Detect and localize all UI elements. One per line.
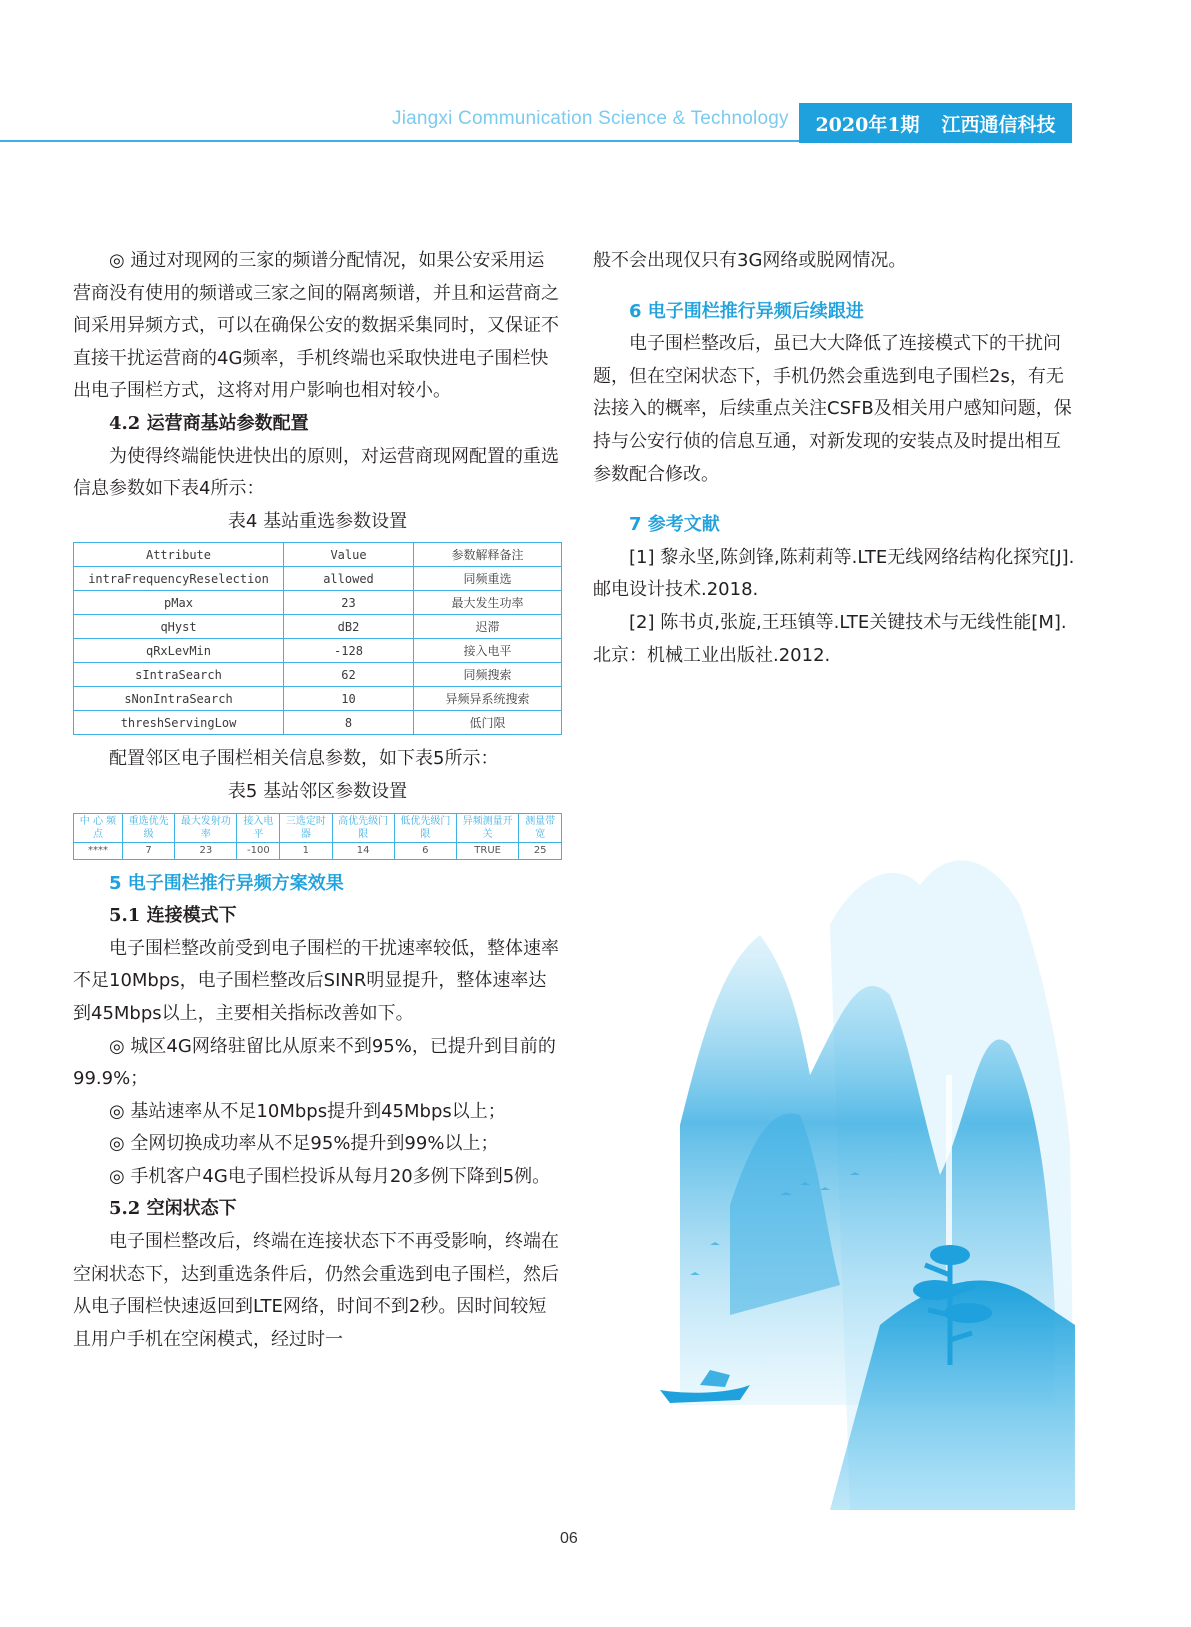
table-header-cell: 高优先级门限	[332, 813, 394, 842]
table-5	[73, 813, 562, 860]
bullet-item: ◎ 基站速率从不足10Mbps提升到45Mbps以上；	[109, 1100, 506, 1122]
table-cell: dB2	[284, 615, 414, 639]
table-row	[74, 639, 562, 663]
landscape-illustration	[650, 845, 1075, 1510]
table5-caption: 表5 基站邻区参数设置	[227, 780, 408, 802]
table-cell: allowed	[284, 567, 414, 591]
table-cell: 7	[122, 842, 174, 859]
table-cell: -128	[284, 639, 414, 663]
header-issue-box	[799, 103, 1072, 143]
issue-label: 2020年1期	[815, 113, 920, 136]
table-row	[74, 687, 562, 711]
table-cell: 23	[284, 591, 414, 615]
table-cell: 接入电平	[414, 639, 562, 663]
journal-chinese-title: 江西通信科技	[941, 113, 1056, 136]
paragraph-spectrum: ◎ 通过对现网的三家的频谱分配情况，如果公安采用运营商没有使用的频谱或三家之间的隔离频谱，并且和运营商之间采用异频方式，可以在确保公安的数据采集同时，又保证不直接干扰运营商的4G频率，手机终端也采取快进电子围栏快出电子围栏方式，这将对用户影响也相对较小。	[73, 250, 559, 402]
table-cell: 迟滞	[414, 615, 562, 639]
table-cell: 14	[332, 842, 394, 859]
table-row	[74, 615, 562, 639]
table-header-cell: 接入电平	[237, 813, 280, 842]
table-cell: 8	[284, 711, 414, 735]
table-cell: ****	[74, 842, 123, 859]
page-number: 06	[560, 1530, 578, 1547]
table-header-cell: 测量带宽	[519, 813, 562, 842]
table-header-row	[74, 813, 562, 842]
table-header-cell: 低优先级门限	[394, 813, 456, 842]
table-header-cell: Value	[284, 543, 414, 567]
table-cell: threshServingLow	[74, 711, 284, 735]
journal-english-title: Jiangxi Communication Science & Technology	[392, 108, 789, 129]
table-cell: 1	[280, 842, 332, 859]
heading-6: 6 电子围栏推行异频后续跟进	[629, 300, 864, 322]
heading-5-2: 5.2 空闲状态下	[109, 1198, 237, 1220]
table-cell: sIntraSearch	[74, 663, 284, 687]
paragraph-followup: 电子围栏整改后，虽已大大降低了连接模式下的干扰问题，但在空闲状态下，手机仍然会重选到电子围栏2s，有无法接入的概率，后续重点关注CSFB及相关用户感知问题，保持与公安行侦的信息互通，对新发现的安装点及时提出相互参数配合修改。	[593, 333, 1072, 485]
table-cell: 异频异系统搜索	[414, 687, 562, 711]
table-row	[74, 842, 562, 859]
table-cell: qRxLevMin	[74, 639, 284, 663]
reference-item: [2] 陈书贞,张旋,王珏镇等.LTE关键技术与无线性能[M].北京：机械工业出版社.2012.	[593, 611, 1067, 666]
table-header-cell: 参数解释备注	[414, 543, 562, 567]
heading-5-1: 5.1 连接模式下	[109, 905, 237, 927]
table-row	[74, 567, 562, 591]
heading-7: 7 参考文献	[629, 514, 720, 536]
table-row	[74, 591, 562, 615]
left-column	[73, 245, 562, 1356]
table-header-cell: 中 心 频点	[74, 813, 123, 842]
table-header-cell: Attribute	[74, 543, 284, 567]
table-cell: 25	[519, 842, 562, 859]
table-cell: intraFrequencyReselection	[74, 567, 284, 591]
right-column	[593, 245, 1078, 672]
table-cell: 最大发生功率	[414, 591, 562, 615]
table-cell: 同频重选	[414, 567, 562, 591]
table-cell: qHyst	[74, 615, 284, 639]
table-cell: sNonIntraSearch	[74, 687, 284, 711]
heading-5: 5 电子围栏推行异频方案效果	[109, 872, 344, 894]
table-4	[73, 542, 562, 735]
table-cell: 6	[394, 842, 456, 859]
table-cell: pMax	[74, 591, 284, 615]
bullet-item: ◎ 城区4G网络驻留比从原来不到95%，已提升到目前的99.9%；	[73, 1035, 556, 1090]
reference-item: [1] 黎永坚,陈剑锋,陈莉莉等.LTE无线网络结构化探究[J].邮电设计技术.2018.	[593, 546, 1075, 601]
heading-4-2: 4.2 运营商基站参数配置	[109, 412, 309, 434]
table-row	[74, 711, 562, 735]
table-cell: 同频搜索	[414, 663, 562, 687]
table-cell: 10	[284, 687, 414, 711]
paragraph-reselection-intro: 为使得终端能快进快出的原则，对运营商现网配置的重选信息参数如下表4所示：	[73, 445, 559, 500]
table-header-cell: 重选优先级	[122, 813, 174, 842]
table-cell: 23	[175, 842, 237, 859]
paragraph-idle-mode: 电子围栏整改后，终端在连接状态下不再受影响，终端在空闲状态下，达到重选条件后，仍然会重选到电子围栏，然后从电子围栏快速返回到LTE网络，时间不到2秒。因时间较短且用户手机在空闲模式，经过时一	[73, 1231, 559, 1350]
table-cell: -100	[237, 842, 280, 859]
table4-caption: 表4 基站重选参数设置	[227, 510, 408, 532]
table-cell: 62	[284, 663, 414, 687]
table-cell: TRUE	[456, 842, 518, 859]
table-header-row	[74, 543, 562, 567]
bullet-item: ◎ 手机客户4G电子围栏投诉从每月20多例下降到5例。	[109, 1165, 551, 1187]
paragraph-neighbor-intro: 配置邻区电子围栏相关信息参数，如下表5所示：	[109, 748, 499, 770]
table-header-cell: 三选定时器	[280, 813, 332, 842]
table-cell: 低门限	[414, 711, 562, 735]
paragraph-connected-mode: 电子围栏整改前受到电子围栏的干扰速率较低，整体速率不足10Mbps，电子围栏整改后SINR明显提升，整体速率达到45Mbps以上，主要相关指标改善如下。	[73, 937, 559, 1024]
bullet-item: ◎ 全网切换成功率从不足95%提升到99%以上；	[109, 1133, 499, 1155]
table-header-cell: 异频测量开关	[456, 813, 518, 842]
table-header-cell: 最大发射功率	[175, 813, 237, 842]
paragraph-continuation: 般不会出现仅只有3G网络或脱网情况。	[593, 250, 907, 271]
table-row	[74, 663, 562, 687]
